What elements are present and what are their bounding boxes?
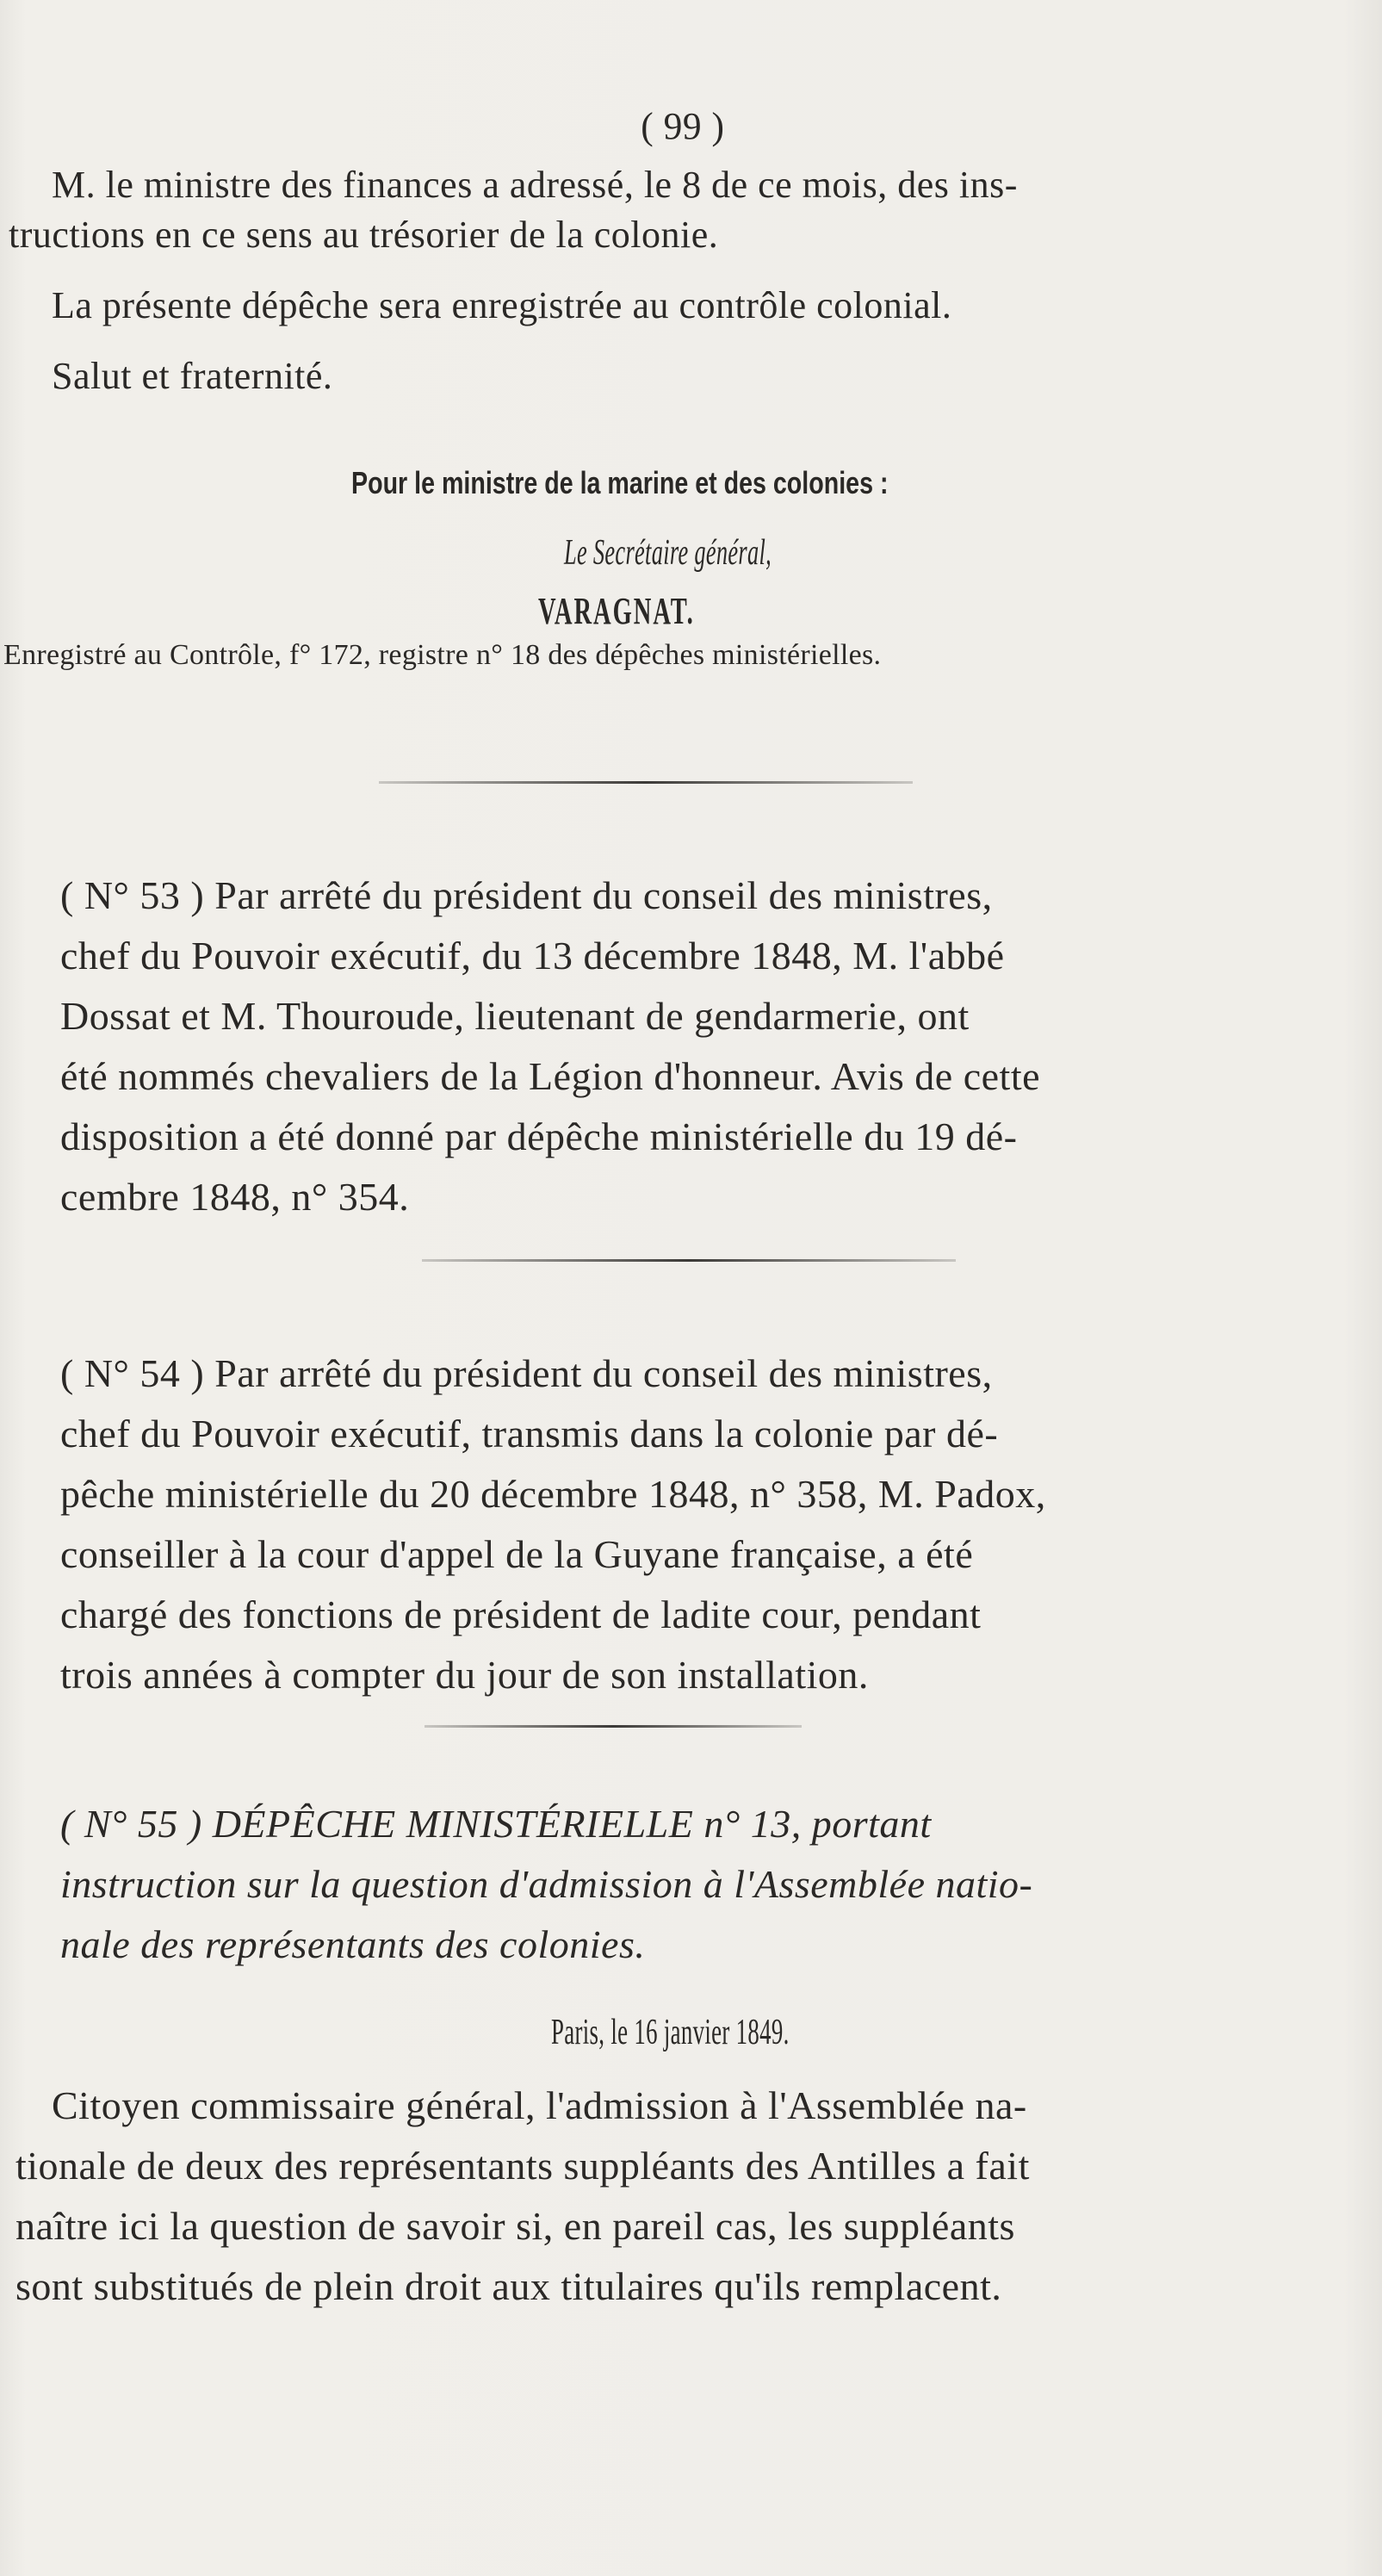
article-55-heading-line-1: ( N° 55 ) DÉPÊCHE MINISTÉRIELLE n° 13, portant [60, 1802, 932, 1846]
letter-body-line-2: tionale de deux des représentants suppléants des Antilles a fait [15, 2144, 1030, 2188]
article-54-line-1: ( N° 54 ) Par arrêté du président du conseil des ministres, [60, 1351, 993, 1395]
section-divider [379, 781, 913, 784]
article-54-line-5: chargé des fonctions de président de ladite cour, pendant [60, 1592, 982, 1636]
article-55-heading-line-3: nale des représentants des colonies. [60, 1922, 646, 1966]
letter-body-line-1: Citoyen commissaire général, l'admission à l'Assemblée na- [52, 2083, 1027, 2127]
article-53-line-5: disposition a été donné par dépêche ministérielle du 19 dé- [60, 1114, 1018, 1158]
intro-line-4: Salut et fraternité. [52, 355, 333, 397]
intro-line-3: La présente dépêche sera enregistrée au contrôle colonial. [52, 284, 952, 326]
article-54-line-2: chef du Pouvoir exécutif, transmis dans la colonie par dé- [60, 1412, 999, 1456]
section-divider [425, 1725, 802, 1728]
page-number: ( 99 ) [641, 105, 725, 147]
article-53-line-1: ( N° 53 ) Par arrêté du président du conseil des ministres, [60, 873, 993, 917]
intro-line-1: M. le ministre des finances a adressé, le 8 de ce mois, des ins- [52, 164, 1018, 206]
article-53-line-4: été nommés chevaliers de la Légion d'honneur. Avis de cette [60, 1054, 1041, 1098]
signature-title: Le Secrétaire général, [564, 533, 772, 573]
article-54-line-3: pêche ministérielle du 20 décembre 1848, n° 358, M. Padox, [60, 1472, 1046, 1516]
intro-line-2: tructions en ce sens au trésorier de la colonie. [9, 214, 719, 256]
article-54-line-4: conseiller à la cour d'appel de la Guyane française, a été [60, 1532, 974, 1576]
registration-note: Enregistré au Contrôle, f° 172, registre n° 18 des dépêches ministérielles. [3, 639, 882, 671]
signature-for-line: Pour le ministre de la marine et des colonies : [351, 465, 889, 500]
section-divider [422, 1259, 956, 1262]
letter-body-line-4: sont substitués de plein droit aux titulaires qu'ils remplacent. [15, 2264, 1002, 2308]
article-53-line-2: chef du Pouvoir exécutif, du 13 décembre 1848, M. l'abbé [60, 934, 1005, 978]
article-53-line-3: Dossat et M. Thouroude, lieutenant de gendarmerie, ont [60, 994, 970, 1038]
signature-name: VARAGNAT. [538, 590, 695, 632]
dateline: Paris, le 16 janvier 1849. [551, 2013, 790, 2052]
article-54-line-6: trois années à compter du jour de son installation. [60, 1653, 869, 1697]
letter-body-line-3: naître ici la question de savoir si, en pareil cas, les suppléants [15, 2204, 1015, 2248]
article-53-line-6: cembre 1848, n° 354. [60, 1175, 410, 1219]
article-55-heading-line-2: instruction sur la question d'admission à l'Assemblée natio- [60, 1862, 1033, 1906]
